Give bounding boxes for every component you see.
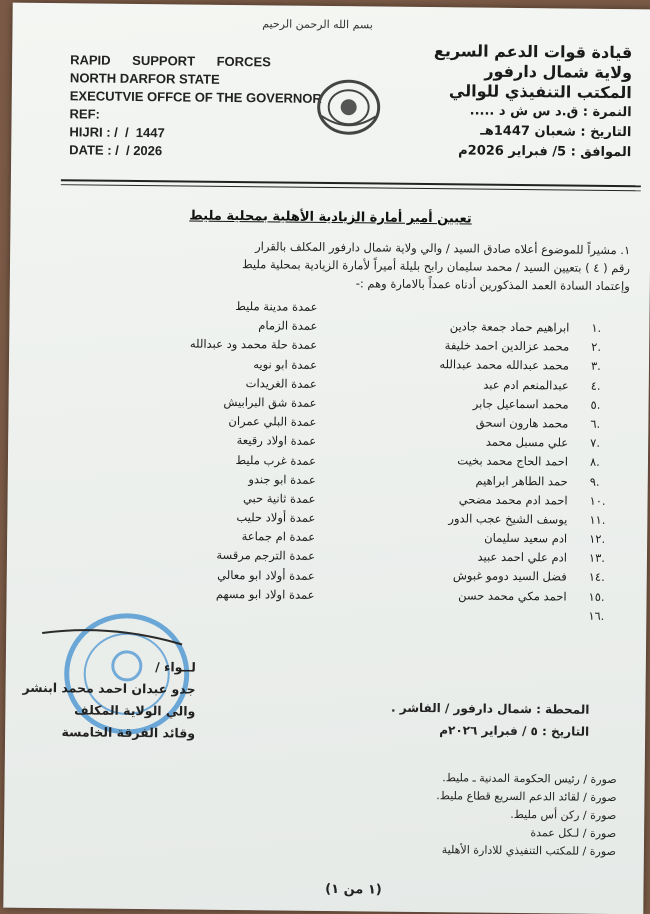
hijri-date: HIJRI : / / 1447 [69,124,165,141]
name-row [306,604,605,626]
name-text: احمد ادم محمد مضحي [458,492,568,508]
name-number: .١٣ [588,550,606,566]
title-row: عمدة الترجم مرقسة [216,548,316,564]
name-text: يوسف الشيخ عجب الدور [448,511,568,527]
name-text: ادم سعيد سليمان [484,530,568,546]
signatory-rank: لــواء / [155,659,196,675]
name-text: محمد اسماعيل جابر [472,396,569,412]
signatory-title-2: وقائد الفرقة الخامسة [61,724,196,741]
issue-place-date [349,696,589,743]
title-row: عمدة الغريدات [245,375,317,391]
name-number: .٣ [590,359,601,374]
name-number: .١٠ [589,493,606,508]
copies-list [356,768,617,861]
copy-recipient: صورة / رئيس الحكومة المدنية ـ مليط. [442,771,617,787]
ref-label: REF: [69,106,101,122]
title-row: عمدة ابو جندو [248,471,316,487]
copy-recipient: صورة / لـكل عمدة [530,826,617,841]
arabic-header [371,40,632,163]
name-number: .٧ [590,435,601,450]
name-text: فضل السيد دومو غبوش [452,568,567,584]
name-text: محمد هارون اسحق [475,415,569,431]
name-number: .١١ [589,512,606,527]
name-number: .٩ [589,474,600,489]
title-row: عمدة اولاد ابو مسهم [215,586,315,602]
copy-recipient: صورة / ركن أس مليط. [510,807,617,823]
name-text: محمد عبدالله محمد عبدالله [439,357,570,373]
title-row: عمدة مدينة مليط [235,299,318,314]
title-row: عمدة أولاد ابو معالي [217,567,315,583]
name-text: ابراهيم حماد جمعة جادين [449,319,570,335]
org-name-en: RAPID SUPPORT FORCES [70,52,271,70]
name-number: .٥ [590,397,601,412]
name-number: .١٦ [588,608,605,623]
title-row: عمدة الزمام [258,318,318,334]
name-text: ادم علي احمد عبيد [477,549,568,565]
name-text: حمد الطاهر ابراهيم [475,473,568,489]
decision-body [50,235,631,295]
names-list [306,316,606,626]
issue-place: المحطة : شمال دارفور / الفاشر . [390,700,590,717]
title-row: عمدة ام جماعة [241,529,316,545]
document-page [3,3,650,914]
reference-number-ar: النمرة : ق.د س ش د ..... [469,103,632,121]
title-row: عمدة أولاد حليب [236,510,316,525]
copy-recipient: صورة / للمكتب التنفيذي للادارة الأهلية [441,843,616,859]
title-row: عمدة شق البرابيش [223,394,317,410]
gregorian-date-ar: الموافق : 5/ فبراير 2026م [458,143,632,161]
name-number: .٦ [590,416,601,431]
office-name-ar: المكتب التنفيذي للوالي [448,81,632,103]
name-text: عبدالمنعم ادم عبد [483,377,569,393]
name-number: .١٢ [589,531,606,546]
name-text: احمد الحاج محمد بخيت [457,453,569,469]
title-row: عمدة ثانية حبي [242,490,316,506]
title-row: عمدة حلة محمد ود عبدالله [189,336,318,353]
body-line-2: رقم ( ٤ ) بتعيين السيد / محمد سليمان رابح بليلة أميراً لأمارة الزيادية بمحلية مليط [241,257,631,276]
basmala: بسم الله الرحمن الرحيم [262,17,373,32]
name-number: .١٥ [588,589,605,604]
name-number: .١٤ [588,570,605,585]
state-name-en: NORTH DARFOR STATE [69,70,220,87]
org-name-ar: قيادة قوات الدعم السريع [433,41,633,63]
name-text: علي مسبل محمد [485,434,569,450]
name-text: محمد عزالدين احمد خليفة [444,338,570,354]
page-number: (١ من ١) [325,881,382,898]
title-row: عمدة البلي عمران [228,414,317,430]
name-number: .٢ [591,339,602,355]
office-name-en: EXECUTVIE OFFCE OF THE GOVERNOR [69,88,322,106]
body-line-1: ١. مشيراً للموضوع أعلاه صادق السيد / والي ولاية شمال دارفور المكلف بالقرار [255,239,631,258]
name-number: .٨ [589,455,600,470]
name-number: .٤ [590,378,601,393]
english-header [69,51,330,162]
signature-block [5,655,196,745]
signatory-title-1: والي الولاية المكلف [74,702,196,719]
title-row: عمدة ابو نويه [253,356,318,372]
hijri-date-ar: التاريخ : شعبان 1447هـ [480,123,632,141]
gregorian-date: DATE : / / 2026 [69,142,163,159]
body-line-3: وإعتماد السادة العمد المذكورين أدناه عمداً بالامارة وهم :- [355,276,630,294]
copy-recipient: صورة / لقائد الدعم السريع قطاع مليط. [436,789,617,805]
subject-line: تعيين أمير أمارة الزيادية الأهلية بمحلية مليط [189,208,472,227]
titles-list [114,296,317,605]
name-text: احمد مكي محمد حسن [458,587,567,604]
signatory-name: جدو عبدان احمد محمد ابنشر [22,679,196,697]
title-row: عمدة غرب مليط [235,452,317,468]
state-name-ar: ولاية شمال دارفور [484,61,633,83]
title-row: عمدة اولاد رقيعة [236,433,317,449]
name-number: .١ [591,320,602,335]
issue-date: التاريخ : ٥ / فبراير ٢٠٢٦م [439,723,590,739]
